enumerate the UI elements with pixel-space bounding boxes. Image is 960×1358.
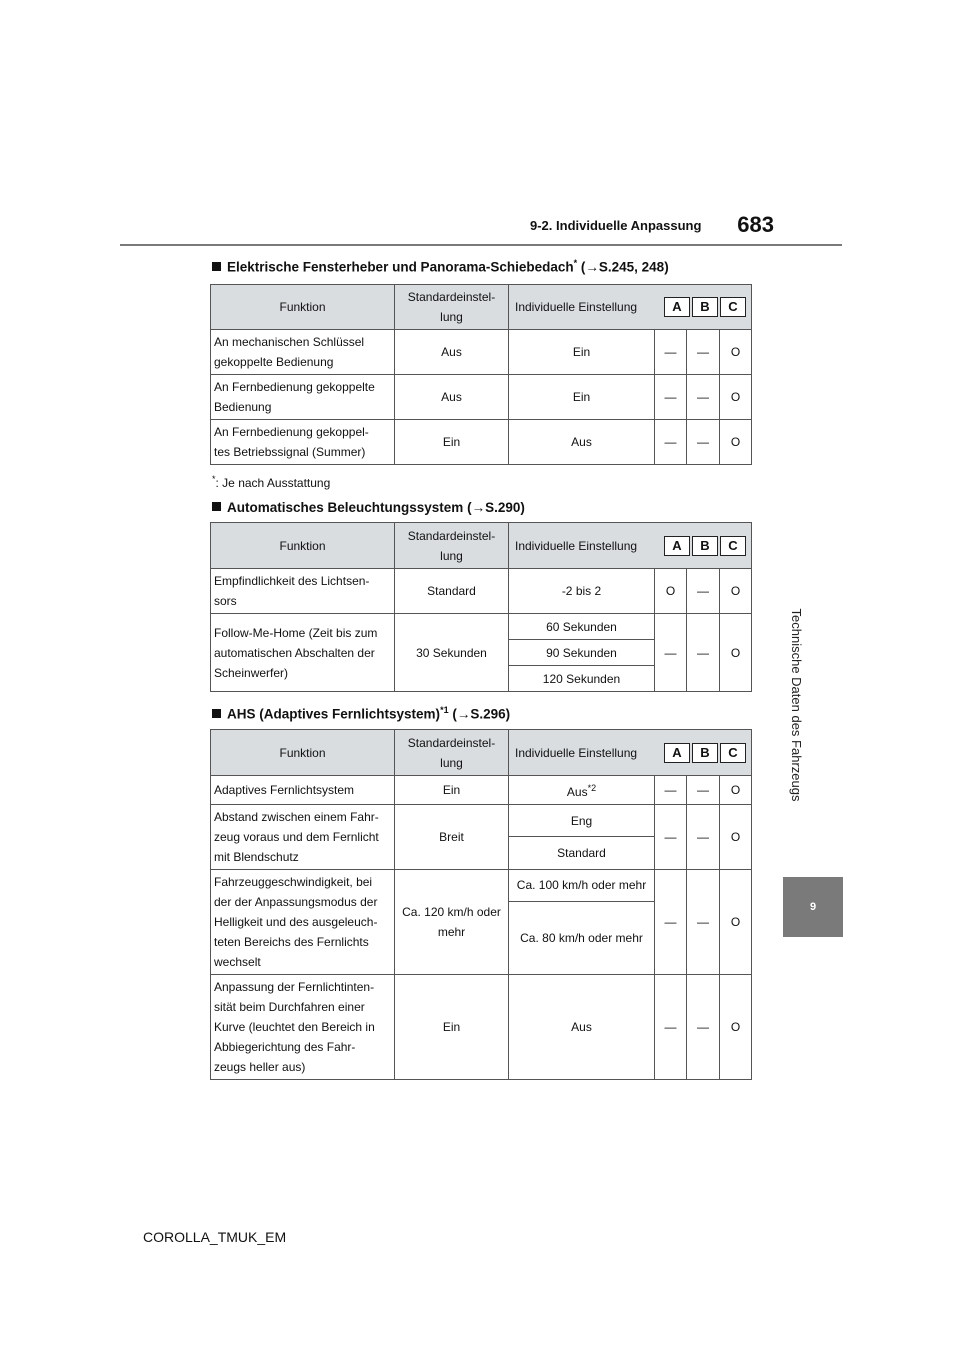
bullet-square-icon [212,502,221,511]
col-individual: Individuelle Einstellung A B C [509,730,752,776]
table-row: Follow-Me-Home (Zeit bis zum automatischen Abschalten der Scheinwerfer) 30 Sekunden 60 Sekunden — — O [211,614,752,640]
table-row: An Fernbedienung gekoppel- tes Betriebssignal (Summer) Ein Aus — — O [211,420,752,465]
table-row: 90 Sekunden [211,640,752,666]
col-standard: Standardeinstel- lung [395,730,509,776]
bullet-square-icon [212,262,221,271]
col-standard: Standardeinstel- lung [395,523,509,569]
c-icon: C [720,743,746,763]
col-funktion: Funktion [211,523,395,569]
b-icon: B [692,743,718,763]
col-individual: Individuelle Einstellung A B C [509,285,752,330]
document-id: COROLLA_TMUK_EM [143,1229,287,1245]
col-funktion: Funktion [211,730,395,776]
chapter-side-text: Technische Daten des Fahrzeugs [789,608,804,802]
c-icon: C [720,536,746,556]
table-row: Fahrzeuggeschwindigkeit, bei der der Anpassungsmodus der Helligkeit und des ausgeleuch- teten Bereichs des Fernlichts wechselt Ca. 120 km/h oder mehr Ca. 100 km/h oder mehr — — O [211,870,752,902]
section-heading-windows: Elektrische Fensterheber und Panorama-Schiebedach* (→S.245, 248) [212,258,669,275]
table-row: An Fernbedienung gekoppelte Bedienung Aus Ein — — O [211,375,752,420]
a-icon: A [664,297,690,317]
page-reference: (→S.290) [463,500,525,515]
col-standard: Standardeinstel- lung [395,285,509,330]
a-icon: A [664,536,690,556]
c-icon: C [720,297,746,317]
table-row: An mechanischen Schlüssel gekoppelte Bedienung Aus Ein — — O [211,330,752,375]
table-header [211,523,752,569]
settings-table-lighting [210,522,752,692]
bullet-square-icon [212,709,221,718]
header-divider [120,244,842,246]
col-funktion: Funktion [211,285,395,330]
b-icon: B [692,536,718,556]
section-heading-ahs: AHS (Adaptives Fernlichtsystem)$^{*1}$ (→S.296) [212,705,510,722]
table-row: Abstand zwischen einem Fahr- zeug voraus und dem Fernlicht mit Blendschutz Breit Eng — — O [211,805,752,837]
table-row: Empfindlichkeit des Lichtsen- sors Standard -2 bis 2 O — O [211,569,752,614]
page-reference: (→S.296) [448,706,511,722]
b-icon: B [692,297,718,317]
section-heading-lighting: Automatisches Beleuchtungssystem (→S.290) [212,500,525,515]
table-row: 120 Sekunden [211,666,752,692]
chapter-side-label [780,540,810,870]
settings-table-windows [210,284,752,465]
section-title: 9-2. Individuelle Anpassung [530,218,702,233]
page-reference: (→S.245, 248) [577,259,669,275]
table-header [211,285,752,330]
table-row: Standard [211,837,752,870]
footnote: *: Je nach Ausstattung [212,474,331,490]
table-header [211,730,752,776]
chapter-tab [783,877,843,937]
a-icon: A [664,743,690,763]
settings-table-ahs [210,729,752,1080]
table-row: Anpassung der Fernlichtinten- sität beim Durchfahren einer Kurve (leuchtet den Bereich in Abbiegerichtung des Fahr- zeugs heller aus) Ein Aus — — O [211,975,752,1080]
chapter-number: 9 [809,901,817,913]
table-row: Ca. 80 km/h oder mehr [211,901,752,974]
page-number: 683 [737,212,774,237]
col-individual: Individuelle Einstellung A B C [509,523,752,569]
table-row: Adaptives Fernlichtsystem Ein Aus$^{*2}$ — — O [211,776,752,805]
